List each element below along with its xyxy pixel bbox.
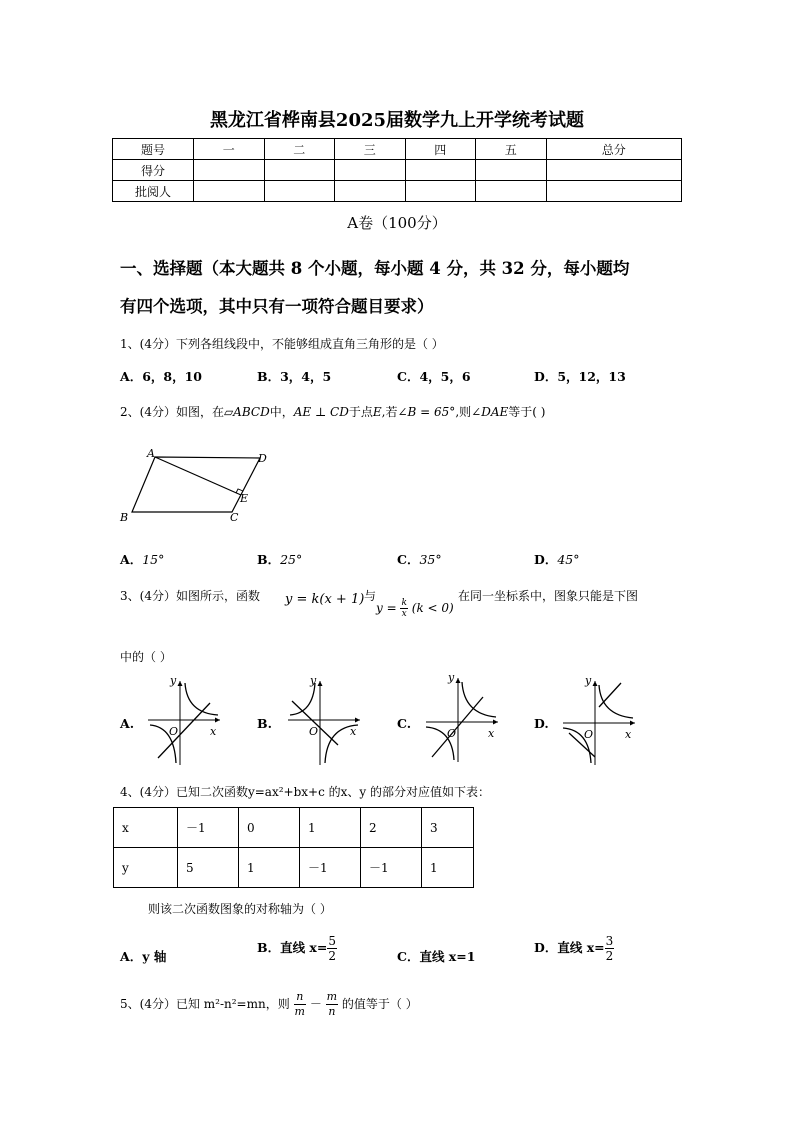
q4-option-a: A．y 轴 bbox=[120, 949, 167, 964]
y-label: y bbox=[585, 675, 592, 687]
q2-option-b: B．25° bbox=[257, 552, 303, 567]
score-cell bbox=[194, 160, 265, 181]
origin-label: O bbox=[447, 727, 457, 740]
score-table-row bbox=[113, 160, 682, 181]
score-table-row bbox=[113, 181, 682, 202]
label-b: B bbox=[120, 511, 129, 524]
q2-option-c: C．35° bbox=[397, 552, 442, 567]
q3-graph-d bbox=[555, 675, 640, 770]
q2-prefix: 2、(4分）如图，在 bbox=[120, 405, 224, 419]
origin-label: O bbox=[309, 725, 319, 738]
x-arrow bbox=[215, 718, 220, 723]
q3-option-a-label: A. bbox=[120, 716, 135, 731]
hyperbola-branch bbox=[185, 683, 218, 715]
q1-option-a: A．6，8，10 bbox=[120, 369, 202, 384]
q2-mid2: 于点 bbox=[348, 405, 373, 419]
segment-ae bbox=[155, 457, 241, 495]
y-arrow bbox=[318, 681, 323, 686]
x-arrow bbox=[493, 720, 498, 725]
x-label: x bbox=[210, 725, 217, 738]
section1-heading-line1: 一、选择题（本大题共 8 个小题，每小题 4 分，共 32 分，每小题均 bbox=[120, 259, 630, 278]
q4-text: 4、(4分）已知二次函数y=ax²+bx+c 的x、y 的部分对应值如下表： bbox=[120, 785, 490, 799]
hyperbola-branch bbox=[462, 682, 496, 717]
y-arrow bbox=[178, 681, 183, 686]
x-label: x bbox=[488, 727, 495, 740]
score-cell bbox=[194, 181, 265, 202]
linear-graph bbox=[158, 703, 210, 758]
q3-mid: 与 bbox=[364, 589, 377, 603]
score-header-cell: 二 bbox=[264, 139, 335, 160]
q3-suffix: 在同一坐标系中，图象只能是下图 bbox=[458, 589, 639, 603]
q4-cell: x bbox=[114, 808, 178, 848]
origin-label: O bbox=[169, 725, 179, 738]
q2-parallelogram-figure bbox=[115, 445, 280, 527]
q4-cell: －1 bbox=[300, 848, 361, 888]
y-arrow bbox=[456, 678, 461, 683]
q4-cell: 3 bbox=[422, 808, 474, 848]
q2-suffix: 等于( ) bbox=[508, 405, 546, 419]
x-arrow bbox=[630, 721, 635, 726]
q3-graph-b bbox=[280, 675, 365, 770]
score-cell bbox=[405, 181, 476, 202]
q4-cell: －1 bbox=[178, 808, 239, 848]
score-cell bbox=[335, 181, 406, 202]
y-label: y bbox=[170, 675, 177, 687]
q2-mid4: ,则 bbox=[455, 405, 472, 419]
score-header-cell: 题号 bbox=[113, 139, 194, 160]
q4-option-b: B．直线 x= $\frac{5}{2}$ bbox=[257, 934, 336, 963]
score-header-cell: 三 bbox=[335, 139, 406, 160]
q2-option-a: A．15° bbox=[120, 552, 165, 567]
q4-cell: 0 bbox=[239, 808, 300, 848]
y-label: y bbox=[310, 675, 317, 687]
score-table bbox=[112, 138, 682, 202]
score-cell bbox=[335, 160, 406, 181]
label-a: A bbox=[147, 447, 155, 460]
q3-option-c-label: C. bbox=[397, 716, 412, 731]
q4-option-d: D．直线 x= $\frac{3}{2}$ bbox=[534, 934, 614, 963]
label-e: E bbox=[240, 492, 249, 505]
y-arrow bbox=[593, 681, 598, 686]
q2-option-d: D．45° bbox=[534, 552, 580, 567]
score-cell bbox=[264, 181, 335, 202]
score-header-cell: 四 bbox=[405, 139, 476, 160]
score-cell bbox=[546, 181, 682, 202]
q3-graph-c bbox=[418, 672, 503, 767]
q2-text bbox=[120, 403, 545, 420]
q4-cell: 1 bbox=[422, 848, 474, 888]
score-table-header-row bbox=[113, 139, 682, 160]
q3-graph-a bbox=[140, 675, 225, 770]
exam-title: 黑龙江省桦南县2025届数学九上开学统考试题 bbox=[209, 110, 585, 131]
x-label: x bbox=[350, 725, 357, 738]
q4-cell: 1 bbox=[239, 848, 300, 888]
q3-function-linear: y = k(x + 1) bbox=[285, 592, 365, 607]
linear-graph bbox=[292, 701, 338, 745]
x-label: x bbox=[625, 728, 632, 741]
q4-cell: y bbox=[114, 848, 178, 888]
q4-cell: 5 bbox=[178, 848, 239, 888]
q3-function-inverse: y = $\frac{k}{x}$ (k < 0) bbox=[376, 598, 454, 619]
section1-heading-line2: 有四个选项，其中只有一项符合题目要求） bbox=[120, 297, 434, 316]
q1-text: 1、(4分）下列各组线段中，不能够组成直角三角形的是（ ） bbox=[120, 337, 444, 351]
q1-option-b: B．3，4，5 bbox=[257, 369, 332, 384]
section-a-heading: A卷（100分） bbox=[347, 214, 447, 232]
origin-label: O bbox=[584, 728, 594, 741]
q5-text: 5、(4分）已知 m²-n²=mn，则 $\frac{n}{m}$ － $\frac{m}{n}$ 的值等于（ ） bbox=[120, 990, 418, 1018]
q2-parallelogram: ▱ABCD bbox=[223, 405, 270, 419]
q2-mid1: 中， bbox=[269, 405, 294, 419]
score-header-cell: 一 bbox=[194, 139, 265, 160]
q3-option-b-label: B. bbox=[257, 716, 272, 731]
q1-option-d: D．5，12，13 bbox=[534, 369, 626, 384]
q4-cell: －1 bbox=[361, 848, 422, 888]
score-row-label: 批阅人 bbox=[113, 181, 194, 202]
q1-option-c: C．4，5，6 bbox=[397, 369, 471, 384]
score-cell bbox=[476, 181, 547, 202]
q2-condition-perp: AE ⊥ CD bbox=[293, 405, 349, 419]
score-cell bbox=[264, 160, 335, 181]
q3-option-d-label: D. bbox=[534, 716, 549, 731]
score-row-label: 得分 bbox=[113, 160, 194, 181]
q2-point-e: E bbox=[372, 405, 382, 419]
score-cell bbox=[476, 160, 547, 181]
y-label: y bbox=[448, 672, 455, 684]
q3-line2: 中的（ ） bbox=[120, 650, 172, 664]
score-header-cell: 总分 bbox=[546, 139, 682, 160]
q4-row-x bbox=[114, 808, 474, 848]
q4-ask: 则该二次函数图象的对称轴为（ ） bbox=[148, 902, 332, 916]
q4-cell: 2 bbox=[361, 808, 422, 848]
score-cell bbox=[405, 160, 476, 181]
q4-option-c: C．直线 x=1 bbox=[397, 949, 476, 964]
q2-condition-angle: ∠B = 65° bbox=[397, 405, 456, 419]
label-c: C bbox=[230, 511, 239, 524]
q2-asked-angle: ∠DAE bbox=[471, 405, 509, 419]
linear-graph bbox=[599, 683, 621, 707]
q2-mid3: ,若 bbox=[381, 405, 398, 419]
q3-prefix: 3、(4分）如图所示，函数 bbox=[120, 589, 260, 603]
score-cell bbox=[546, 160, 682, 181]
score-header-cell: 五 bbox=[476, 139, 547, 160]
q4-value-table bbox=[113, 807, 474, 888]
q4-row-y bbox=[114, 848, 474, 888]
x-arrow bbox=[355, 718, 360, 723]
label-d: D bbox=[258, 452, 267, 465]
q4-cell: 1 bbox=[300, 808, 361, 848]
